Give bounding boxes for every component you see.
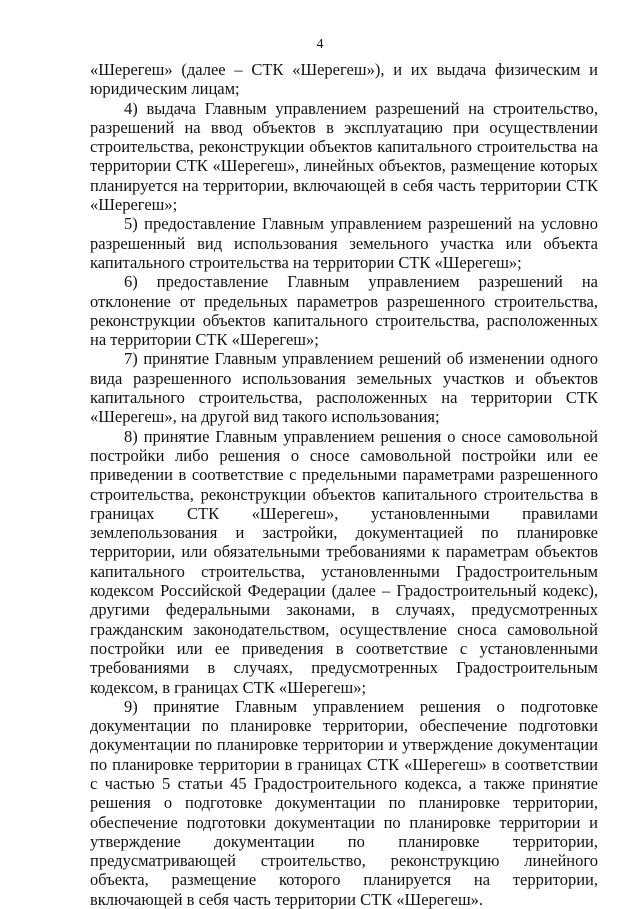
paragraph-item-7: 7) принятие Главным управлением решений об изменении одного вида разрешенного использования земельных участков и объектов капитального строительства, расположенных на территории СТК «Шерегеш», на другой вид такого использования; — [90, 349, 598, 427]
paragraph-item-4: 4) выдача Главным управлением разрешений на строительство, разрешений на ввод объектов в эксплуатацию при осуществлении строительства, реконструкции объектов капитального строительства на территории СТК «Шерегеш», линейных объектов, размещение которых планируется на территории, включающей в себя часть территории СТК «Шерегеш»; — [90, 98, 598, 215]
paragraph-item-6: 6) предоставление Главным управлением разрешений на отклонение от предельных параметров разрешенного строительства, реконструкции объектов капитального строительства, расположенных на территории СТК «Шерегеш»; — [90, 272, 598, 350]
document-body — [90, 60, 598, 909]
paragraph-item-9: 9) принятие Главным управлением решения о подготовке документации по планировке территории, обеспечение подготовки документации по планировке территории и утверждение документации по планировке территории в границах СТК «Шерегеш» в соответствии с частью 5 статьи 45 Градостроительного кодекса, а также принятие решения о подготовке документации по планировке территории, обеспечение подготовки документации по планировке территории и утверждение документации по планировке территории, предусматривающей строительство, реконструкцию линейного объекта, размещение которого планируется на территории, включающей в себя часть территории СТК «Шерегеш». — [90, 696, 598, 909]
paragraph-item-5: 5) предоставление Главным управлением разрешений на условно разрешенный вид использования земельного участка или объекта капитального строительства на территории СТК «Шерегеш»; — [90, 214, 598, 272]
page-number: 4 — [316, 37, 324, 52]
paragraph-continuation: «Шерегеш» (далее – СТК «Шерегеш»), и их выдача физическим и юридическим лицам; — [90, 60, 598, 99]
paragraph-item-8: 8) принятие Главным управлением решения о сносе самовольной постройки либо решения о сносе самовольной постройки или ее приведении в соответствие с предельными параметрами разрешенного строительства, реконструкции объектов капитального строительства в границах СТК «Шерегеш», установленными правилами землепользования и застройки, документацией по планировке территории, или обязательными требованиями к параметрам объектов капитального строительства, установленными Градостроительным кодексом Российской Федерации (далее – Градостроительный кодекс), другими федеральными законами, в случаях, предусмотренных гражданским законодательством, осуществление сноса самовольной постройки или ее приведения в соответствие с установленными требованиями в случаях, предусмотренных Градостроительным кодексом, в границах СТК «Шерегеш»; — [90, 426, 598, 697]
